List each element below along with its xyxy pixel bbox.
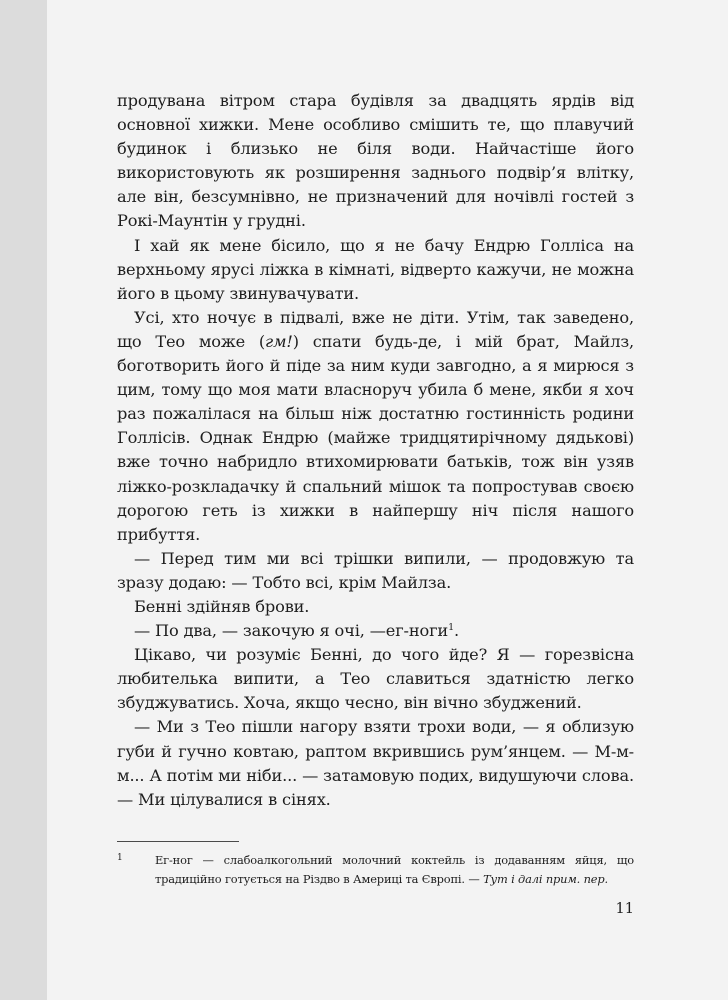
paragraph: І хай як мене бісило, що я не бачу Ендрю Голліса на верхньому ярусі ліжка в кімнаті, відверто кажучи, не можна його в цьому звинувачувати. [117,235,634,303]
paragraph-text: — По два, — закочую я очі, —ег-ноги [134,621,449,641]
dialogue-paragraph [117,619,634,643]
paragraph: продувана вітром стара будівля за двадцять ярдів від основної хижки. Мене особливо смішить те, що плавучий будинок і близько не біля води. Найчастіше його використовують як розширення заднього подвір’я влітку, але він, безсумнівно, не призначений для ночівлі гостей з Рокі-Маунтін у грудні. [117,91,634,231]
footnote-body: Ег-ног — слабоалкогольний молочний коктейль із додаванням яйця, що традиційно готується на Різдво в Америці та Європі. — [155,853,634,886]
paragraph: Цікаво, чи розуміє Бенні, до чого йде? Я — горезвісна любителька випити, а Тео славиться здатністю легко збуджуватись. Хоча, якщо чесно, він вічно збуджений. [117,645,634,713]
paragraph [117,306,634,547]
footnote-number: 1 [117,853,123,863]
footnote-text [155,851,634,889]
footnote [117,851,634,889]
footnote-divider [117,841,239,842]
dialogue-paragraph: — Ми з Тео пішли нагору взяти трохи води, — я облизую губи й гучно ковтаю, раптом вкрившись рум’янцем. — М-м-м... А потім ми ніби... — затамовую подих, видушуючи слова. — Ми цілувалися в сінях. [117,717,634,809]
translator-note: Тут і далі прим. пер. [483,872,608,886]
book-page [47,0,728,1000]
footnote-reference[interactable]: 1 [448,622,454,634]
dialogue-paragraph: — Перед тим ми всі трішки випили, — продовжую та зразу додаю: — Тобто всі, крім Майлза. [117,548,634,592]
page-number: 11 [615,901,634,917]
body-text [117,89,634,812]
italic-interjection: гм! [265,331,293,351]
paragraph-text: . [453,621,459,641]
paragraph: Бенні здійняв брови. [134,596,310,616]
paragraph-text: Усі, хто ночує в підвалі, вже не діти. Утім, так заведено, що Тео може ( [117,307,634,351]
paragraph-text: ) спати будь-де, і мій брат, Майлз, боготворить його й піде за ним куди завгодно, а я мирюся з цим, тому що моя мати власноруч убила б мене, якби я хоч раз пожалілася на більш ніж достатню гостинність родини Голлісів. Однак Ендрю (майже тридцятирічному дядькові) вже точно набридло втихомирювати батьків, тож він узяв ліжко-розкладачку й спальний мішок та попростував своєю дорогою геть із хижки в найпершу ніч після нашого прибуття. [117,331,634,544]
